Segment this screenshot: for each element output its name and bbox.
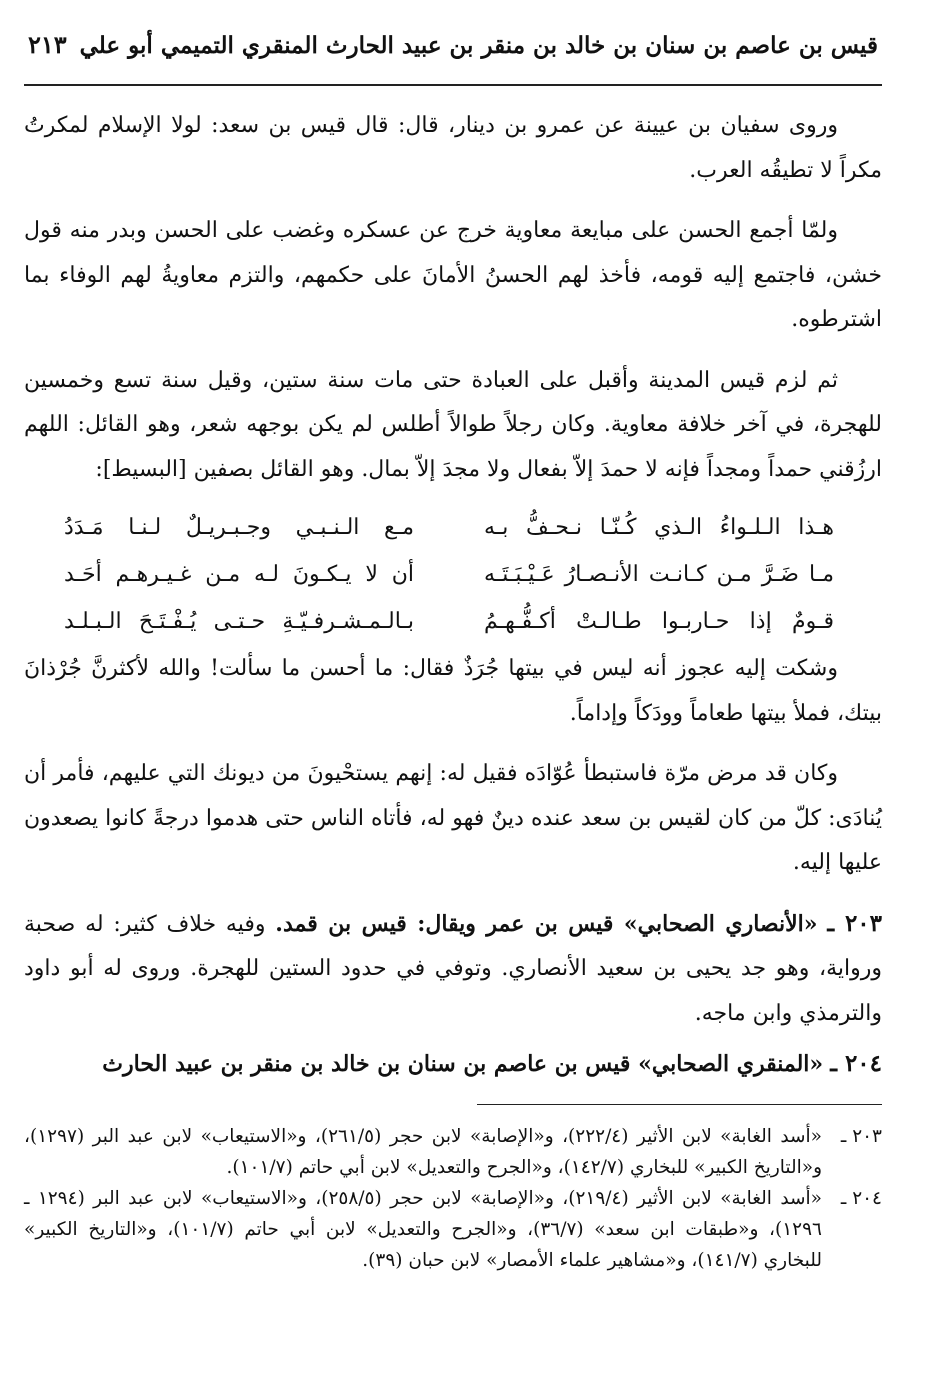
poem-verse (24, 598, 882, 645)
running-header (24, 30, 882, 86)
paragraph: وشكت إليه عجوز أنه ليس في بيتها جُرَذٌ فقال: ما أحسن ما سألت! والله لأكثرنَّ جُرْذانَ بيتك، فملأ بيتها طعاماً وودَكاً وإداماً. (24, 656, 882, 726)
paragraph: وكان قد مرض مرّة فاستبطأ عُوّادَه فقيل له: إنهم يستحْيونَ من ديونك التي عليهم، فأمر أن يُنادَى: كلّ من كان لقيس بن سعد عنده دينٌ فهو له، فأتاه الناس حتى هدموا درجةً كانوا يصعدون عليها إليه. (24, 761, 882, 875)
entry-number: ٢٠٤ ـ (830, 1050, 882, 1077)
paragraph: وروى سفيان بن عيينة عن عمرو بن دينار، قال: قال قيس بن سعد: لولا الإسلام لمكرتُ مكراً لا تطيقُه العرب. (24, 113, 882, 183)
header-title: قيس بن عاصم بن سنان بن خالد بن منقر بن عبيد الحارث المنقري التميمي أبو علي (79, 32, 878, 59)
footnote-separator (477, 1104, 882, 1105)
biography-entry (24, 902, 882, 1037)
poem-verse (24, 504, 882, 551)
entry-text: وفيه خلاف كثير: له صحبة ورواية، وهو جد يحيى بن سعيد الأنصاري. وتوفي في حدود الستين للهجرة. وروى له أبو داود والترمذي وابن ماجه. (24, 911, 882, 1026)
entry-title: «المنقري الصحابي» قيس بن عاصم بن سنان بن خالد بن منقر بن عبيد الحارث (102, 1051, 824, 1077)
verse-first-hemistich: قـومٌ إذا حـاربـوا طـالـتْ أكـفُّـهـمُ (484, 609, 834, 634)
poem-verse (24, 551, 882, 598)
book-page (24, 30, 882, 1276)
footnote-text: «أسد الغابة» لابن الأثير (٢٢٢/٤)، و«الإصابة» لابن حجر (٢٦١/٥)، و«الاستيعاب» لابن عبد البر (١٢٩٧)، و«التاريخ الكبير» للبخاري (١٤٢/٧)، و«الجرح والتعديل» لابن أبي حاتم (١٠١/٧). (24, 1125, 822, 1178)
verse-second-hemistich: بـالـمـشـرفـيّـةِ حـتـى يُـفْـتَـحَ الـبـلـد (64, 609, 414, 634)
entry-title: «الأنصاري الصحابي» قيس بن عمر ويقال: قيس بن قمد. (275, 910, 818, 937)
footnote (24, 1183, 882, 1276)
footnote-text: «أسد الغابة» لابن الأثير (٢١٩/٤)، و«الإصابة» لابن حجر (٢٥٨/٥)، و«الاستيعاب» لابن عبد البر (١٢٩٤ ـ ١٢٩٦)، و«طبقات ابن سعد» (٣٦/٧)، و«الجرح والتعديل» لابن أبي حاتم (١٠١/٧)، و«التاريخ الكبير» للبخاري (١٤١/٧)، و«مشاهير علماء الأمصار» لابن حبان (٣٩). (24, 1187, 822, 1271)
verse-first-hemistich: مـا ضَـرَّ مـن كـانـت الأنـصـارُ عَـيْـبَـتَـه (484, 562, 834, 587)
footnote (24, 1121, 882, 1183)
verse-second-hemistich: أن لا يـكـونَ لـه مـن غـيـرهـم أحَـد (64, 562, 414, 587)
biography-entry (24, 1042, 882, 1088)
paragraph: ثم لزم قيس المدينة وأقبل على العبادة حتى مات سنة ستين، وقيل سنة تسع وخمسين للهجرة، في آخر خلافة معاوية. وكان رجلاً طوالاً أطلس لم يكن بوجهه شعر، وهو القائل: اللهم ارزُقني حمداً ومجداً فإنه لا حمدَ إلاّ بفعال ولا مجدَ إلاّ بمال. وهو القائل بصفين [البسيط]: (24, 367, 882, 482)
verse-second-hemistich: مـع الـنـبـي وجـبـريـلٌ لـنـا مَـدَدُ (64, 515, 414, 540)
footnote-number: ٢٠٣ ـ (840, 1125, 882, 1147)
entry-number: ٢٠٣ ـ (827, 909, 882, 937)
poem (24, 504, 882, 645)
footnote-number: ٢٠٤ ـ (840, 1187, 882, 1209)
verse-first-hemistich: هـذا الـلـواءُ الـذي كُـنّـا نـحـفُّ بـه (484, 515, 834, 540)
paragraph: ولمّا أجمع الحسن على مبايعة معاوية خرج عن عسكره وغضب على الحسن وبدر منه قول خشن، فاجتمع إليه قومه، فأخذ لهم الحسنُ الأمانَ على حكمهم، والتزم معاويةُ لهم الوفاء بما اشترطوه. (24, 218, 882, 332)
page-number: ٢١٣ (28, 30, 67, 59)
